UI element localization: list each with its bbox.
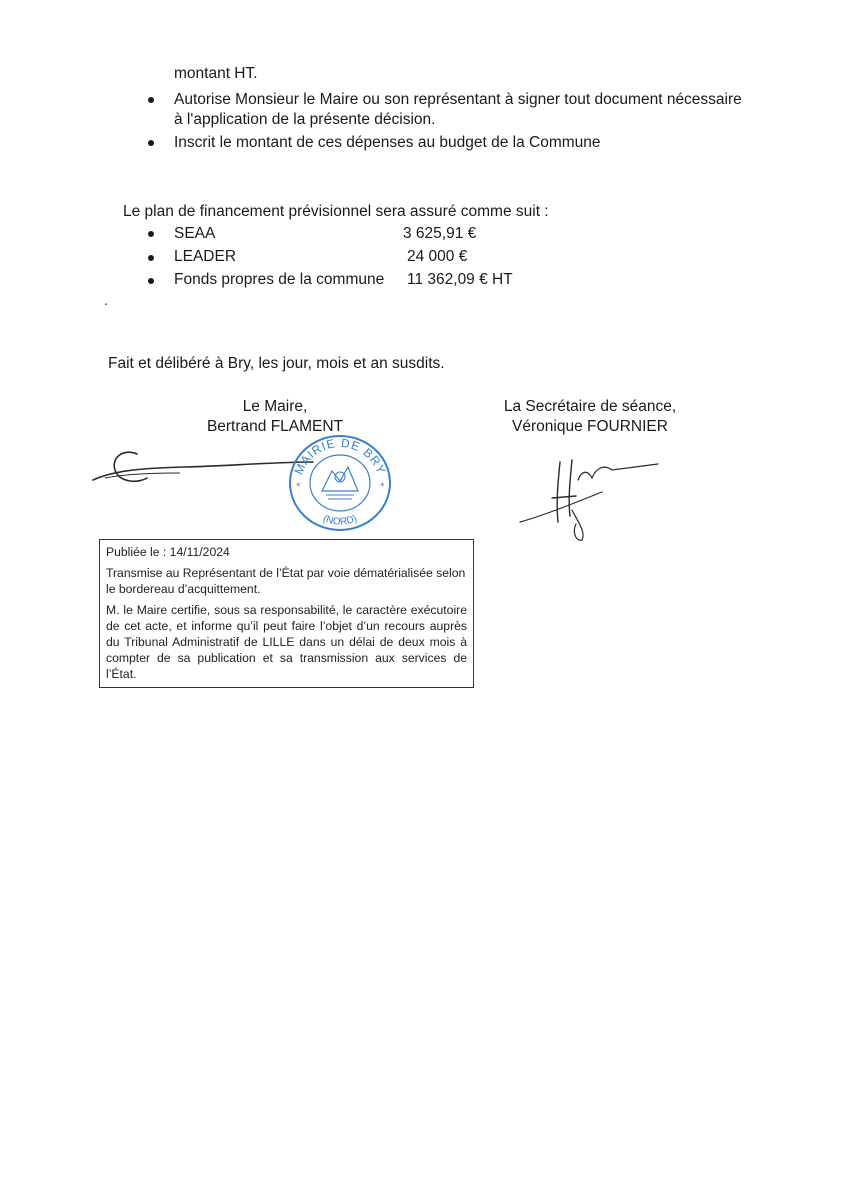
- financing-amount-fonds-propres: 11 362,09 € HT: [407, 271, 513, 288]
- secretaire-title: La Secrétaire de séance,: [503, 398, 677, 415]
- maire-signature: [85, 440, 315, 500]
- bullet-dot: [148, 140, 154, 146]
- secretaire-signature: [512, 452, 662, 544]
- secretaire-name: Véronique FOURNIER: [512, 418, 668, 435]
- stamp-bottom-text: (NORD): [321, 513, 359, 528]
- financing-amount-seaa: 3 625,91 €: [403, 225, 477, 242]
- bullet-dot: [148, 97, 154, 103]
- publication-box: [99, 539, 474, 688]
- bullet-dot: [148, 255, 154, 261]
- financing-label-fonds-propres: Fonds propres de la commune: [174, 271, 385, 288]
- financing-intro: Le plan de financement prévisionnel sera assuré comme suit :: [123, 203, 549, 220]
- official-stamp: [284, 431, 396, 535]
- financing-label-seaa: SEAA: [174, 225, 216, 242]
- bullet-dot: [148, 231, 154, 237]
- publication-transmission: Transmise au Représentant de l’État par voie dématérialisée selon le bordereau d’acquittement.: [106, 566, 466, 596]
- bullet-dot: [148, 278, 154, 284]
- svg-text:MAIRIE DE BRY: [291, 436, 388, 477]
- decision-bullet-2: Inscrit le montant de ces dépenses au budget de la Commune: [174, 134, 601, 151]
- stamp-top-text: MAIRIE DE BRY: [291, 435, 389, 477]
- closing-statement: Fait et délibéré à Bry, les jour, mois et an susdits.: [108, 355, 445, 372]
- stray-mark: .: [104, 292, 108, 308]
- publication-date: Publiée le : 14/11/2024: [106, 545, 230, 559]
- financing-amount-leader: 24 000 €: [407, 248, 468, 265]
- financing-label-leader: LEADER: [174, 248, 237, 265]
- svg-text:*: *: [380, 482, 385, 492]
- decision-bullet-1-line-1: Autorise Monsieur le Maire ou son représentant à signer tout document nécessaire: [174, 91, 742, 108]
- svg-text:(NORD): [321, 513, 359, 528]
- decision-continuation: montant HT.: [174, 65, 258, 82]
- svg-text:*: *: [296, 482, 301, 492]
- maire-name: Bertrand FLAMENT: [206, 418, 344, 435]
- maire-title: Le Maire,: [242, 398, 308, 415]
- publication-certification: M. le Maire certifie, sous sa responsabilité, le caractère exécutoire de cet acte, et informe qu’il peut faire l’objet d’un recours auprès du Tribunal Administratif de LILLE dans un délai de deux mois à compter de sa publication et sa transmission aux services de l’État.: [106, 603, 467, 681]
- decision-bullet-1-line-2: à l'application de la présente décision.: [174, 111, 436, 128]
